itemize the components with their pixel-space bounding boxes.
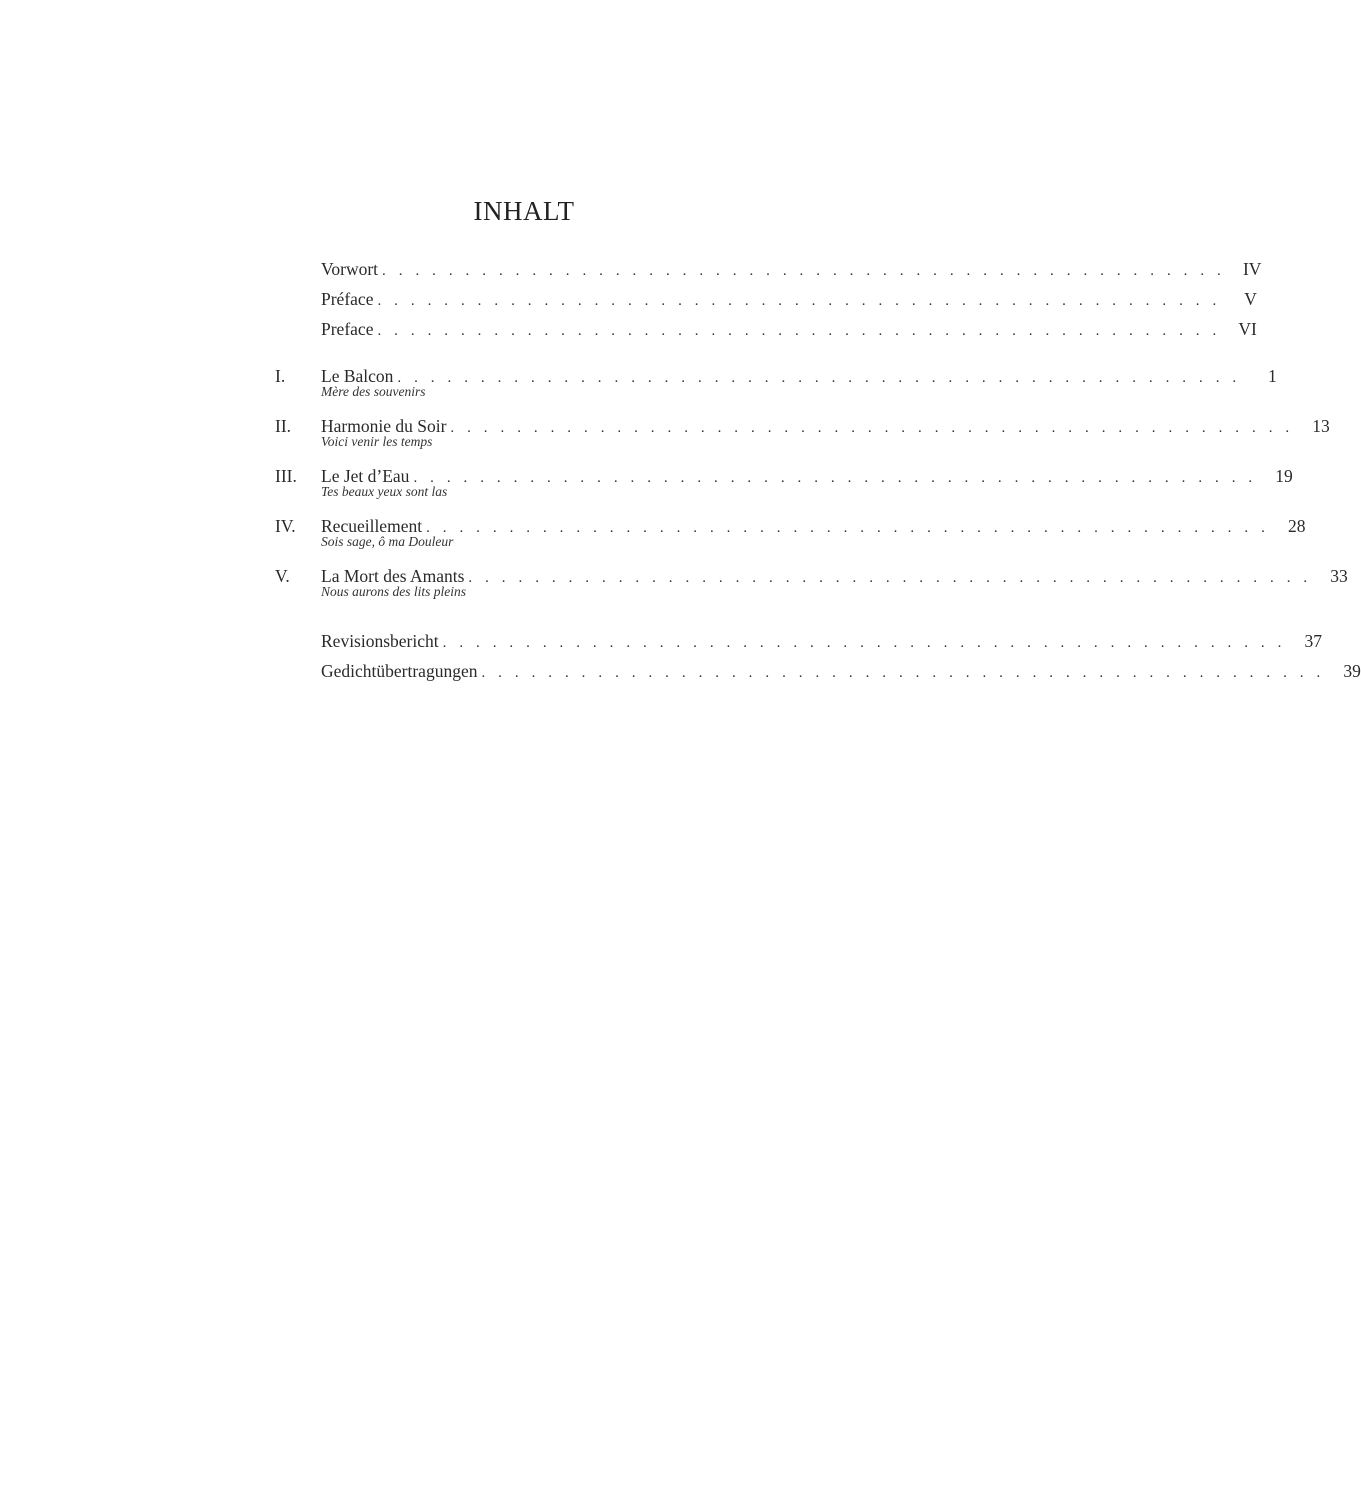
toc-entry-gedichtuebertragungen[interactable] (275, 658, 1361, 688)
chapter-title: Le Balcon (321, 366, 394, 386)
table-of-contents (275, 256, 1361, 688)
section-spacer (275, 346, 783, 363)
dot-leader: . . . . . . . . . . . . . . . . . . . . . . . . . . . . . . . . . . . . . . . . . . . . . . . . . . . (413, 470, 1257, 486)
toc-chapter-1[interactable] (275, 363, 1277, 413)
toc-chapter-2[interactable] (275, 413, 1330, 463)
toc-chapter-5[interactable] (275, 563, 1348, 613)
chapter-title: Recueillement (321, 516, 423, 536)
chapter-subtitle: Nous aurons des lits pleins (321, 584, 467, 599)
toc-page-number: 39 (1343, 661, 1361, 681)
chapter-subtitle: Sois sage, ô ma Douleur (321, 534, 454, 549)
toc-page-number: 37 (1304, 631, 1322, 651)
toc-chapter-3[interactable] (275, 463, 1293, 513)
toc-page-number: IV (1242, 259, 1262, 279)
toc-entry-vorwort[interactable] (275, 256, 1262, 286)
dot-leader: . . . . . . . . . . . . . . . . . . . . . . . . . . . . . . . . . . . . . . . . . . . . . . . . . . . (426, 520, 1270, 536)
section-spacer (275, 613, 783, 628)
dot-leader: . . . . . . . . . . . . . . . . . . . . . . . . . . . . . . . . . . . . . . . . . . . . . . . . . . . (481, 665, 1325, 681)
dot-leader: . . . . . . . . . . . . . . . . . . . . . . . . . . . . . . . . . . . . . . . . . . . . . . . . . . . (468, 570, 1312, 586)
toc-entry-revisionsbericht[interactable] (275, 628, 1322, 658)
dot-leader: . . . . . . . . . . . . . . . . . . . . . . . . . . . . . . . . . . . . . . . . . . . . . . . . . . . (382, 263, 1226, 279)
toc-page-number: 33 (1330, 566, 1348, 586)
chapter-subtitle: Mère des souvenirs (321, 384, 426, 399)
toc-chapter-4[interactable] (275, 513, 1306, 563)
page-title: INHALT (473, 196, 575, 226)
toc-page-number: 1 (1268, 366, 1277, 386)
toc-entry-label: Vorwort (321, 259, 379, 279)
toc-entry-preface-fr[interactable] (275, 286, 1257, 316)
dot-leader: . . . . . . . . . . . . . . . . . . . . . . . . . . . . . . . . . . . . . . . . . . . . . . . . . . . (442, 635, 1286, 651)
chapter-number: V. (275, 566, 290, 586)
chapter-subtitle: Tes beaux yeux sont las (321, 484, 448, 499)
toc-page-number: 13 (1312, 416, 1330, 436)
toc-page-number: 28 (1287, 516, 1306, 536)
chapter-number: IV. (275, 516, 296, 536)
chapter-title: Harmonie du Soir (321, 416, 447, 436)
chapter-title: La Mort des Amants (321, 566, 465, 586)
dot-leader: . . . . . . . . . . . . . . . . . . . . . . . . . . . . . . . . . . . . . . . . . . . . . . . . . . . (377, 323, 1221, 339)
dot-leader: . . . . . . . . . . . . . . . . . . . . . . . . . . . . . . . . . . . . . . . . . . . . . . . . . . . (377, 293, 1221, 309)
toc-page-number: 19 (1275, 466, 1293, 486)
chapter-number: III. (275, 466, 297, 486)
toc-entry-label: Préface (321, 289, 374, 309)
toc-page-number: VI (1238, 319, 1257, 339)
chapter-number: I. (275, 366, 286, 386)
toc-entry-label: Preface (321, 319, 374, 339)
toc-page-number: V (1244, 289, 1257, 309)
chapter-subtitle: Voici venir les temps (321, 434, 433, 449)
dot-leader: . . . . . . . . . . . . . . . . . . . . . . . . . . . . . . . . . . . . . . . . . . . . . . . . . . . (397, 370, 1241, 386)
toc-entry-label: Revisionsbericht (321, 631, 439, 651)
toc-entry-label: Gedichtübertragungen (321, 661, 478, 681)
dot-leader: . . . . . . . . . . . . . . . . . . . . . . . . . . . . . . . . . . . . . . . . . . . . . . . . . . . (450, 420, 1294, 436)
toc-entry-preface-en[interactable] (275, 316, 1257, 346)
chapter-title: Le Jet d’Eau (321, 466, 410, 486)
chapter-number: II. (275, 416, 292, 436)
